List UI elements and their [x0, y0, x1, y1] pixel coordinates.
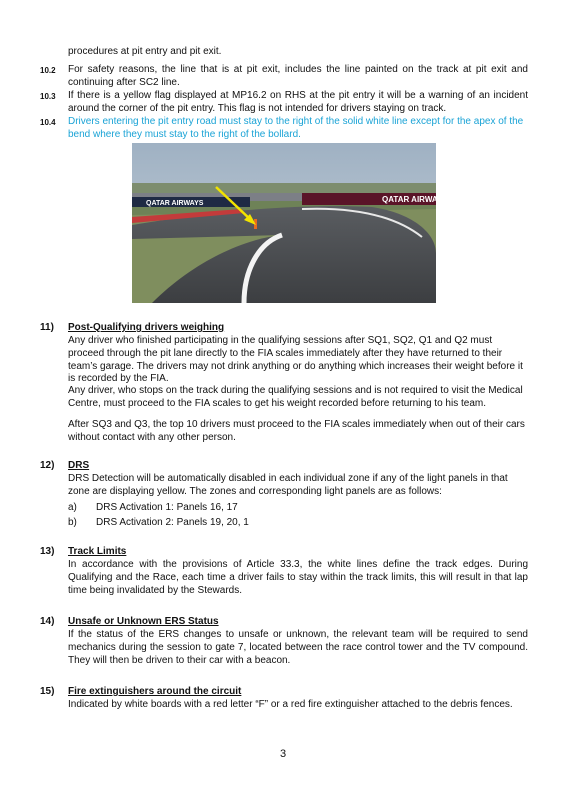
banner-right-text: QATAR AIRWAYS [382, 195, 448, 204]
pit-entry-photo [132, 143, 448, 303]
drs-list-letter-a: a) [68, 502, 77, 513]
section-12-title: DRS [68, 460, 90, 471]
page-number: 3 [279, 748, 287, 760]
drs-list-item-a: DRS Activation 1: Panels 16, 17 [96, 502, 238, 513]
section-15-number: 15) [40, 686, 55, 697]
section-15-title: Fire extinguishers around the circuit [68, 686, 242, 697]
section-14-paragraph-1: If the status of the ERS changes to unsafe or unknown, the relevant team will be required to send mechanics during the session to gate 7, located between the race control tower and the TV compound. They will then be driven to their car with a beacon. [68, 629, 528, 666]
section-12-number: 12) [40, 460, 55, 471]
item-10-2-text: For safety reasons, the line that is at pit exit, includes the line painted on the track at pit exit and continuing after SC2 line. [68, 64, 528, 88]
pit-entry-illustration [132, 143, 448, 303]
drs-list-item-b: DRS Activation 2: Panels 19, 20, 1 [96, 517, 249, 528]
item-10-3-number: 10.3 [40, 92, 56, 101]
section-13-number: 13) [40, 546, 55, 557]
section-13-paragraph-1: In accordance with the provisions of Article 33.3, the white lines define the track edges. During Qualifying and the Race, each time a driver fails to stay within the track limits, this will result in that lap time being invalidated by the Stewards. [68, 559, 528, 596]
item-10-2-number: 10.2 [40, 66, 56, 75]
section-11-paragraph-3: After SQ3 and Q3, the top 10 drivers must proceed to the FIA scales immediately when out of their cars without contact with any other person. [68, 419, 525, 443]
drs-list-letter-b: b) [68, 517, 77, 528]
section-13-title: Track Limits [68, 546, 127, 557]
section-11-paragraph-1: Any driver who finished participating in the qualifying sessions after SQ1, SQ2, Q1 and Q2 must proceed through the pit lane directly to the FIA scales immediately after they have returned to their team’s garage. The drivers may not drink anything or do anything which increases their weight before it is recorded by the FIA. [68, 335, 523, 385]
section-11-title: Post-Qualifying drivers weighing [68, 322, 225, 333]
section-14-number: 14) [40, 616, 55, 627]
section-15-paragraph-1: Indicated by white boards with a red letter “F” or a red fire extinguisher attached to the debris fences. [68, 699, 513, 710]
item-10-4-number: 10.4 [40, 118, 56, 127]
item-10-4-text: Drivers entering the pit entry road must stay to the right of the solid white line except for the apex of the bend where they must stay to the right of the bollard. [68, 116, 524, 140]
section-11-number: 11) [40, 322, 54, 333]
section-14-title: Unsafe or Unknown ERS Status [68, 616, 219, 627]
item-10-3-text: If there is a yellow flag displayed at MP16.2 on RHS at the pit entry it will be a warning of an incident around the corner of the pit entry. This flag is not intended for drivers staying on track. [68, 90, 528, 114]
section-12-paragraph-1: DRS Detection will be automatically disabled in each individual zone if any of the light panels in that zone are displaying yellow. The zones and corresponding light panels are as follows: [68, 473, 508, 497]
section-11-paragraph-2: Any driver, who stops on the track during the qualifying sessions and is not required to visit the Medical Centre, must proceed to the FIA scales to get his weight recorded before returning to his team. [68, 385, 523, 409]
intro-continuation: procedures at pit entry and pit exit. [68, 46, 222, 57]
banner-left-text: QATAR AIRWAYS [146, 200, 204, 207]
